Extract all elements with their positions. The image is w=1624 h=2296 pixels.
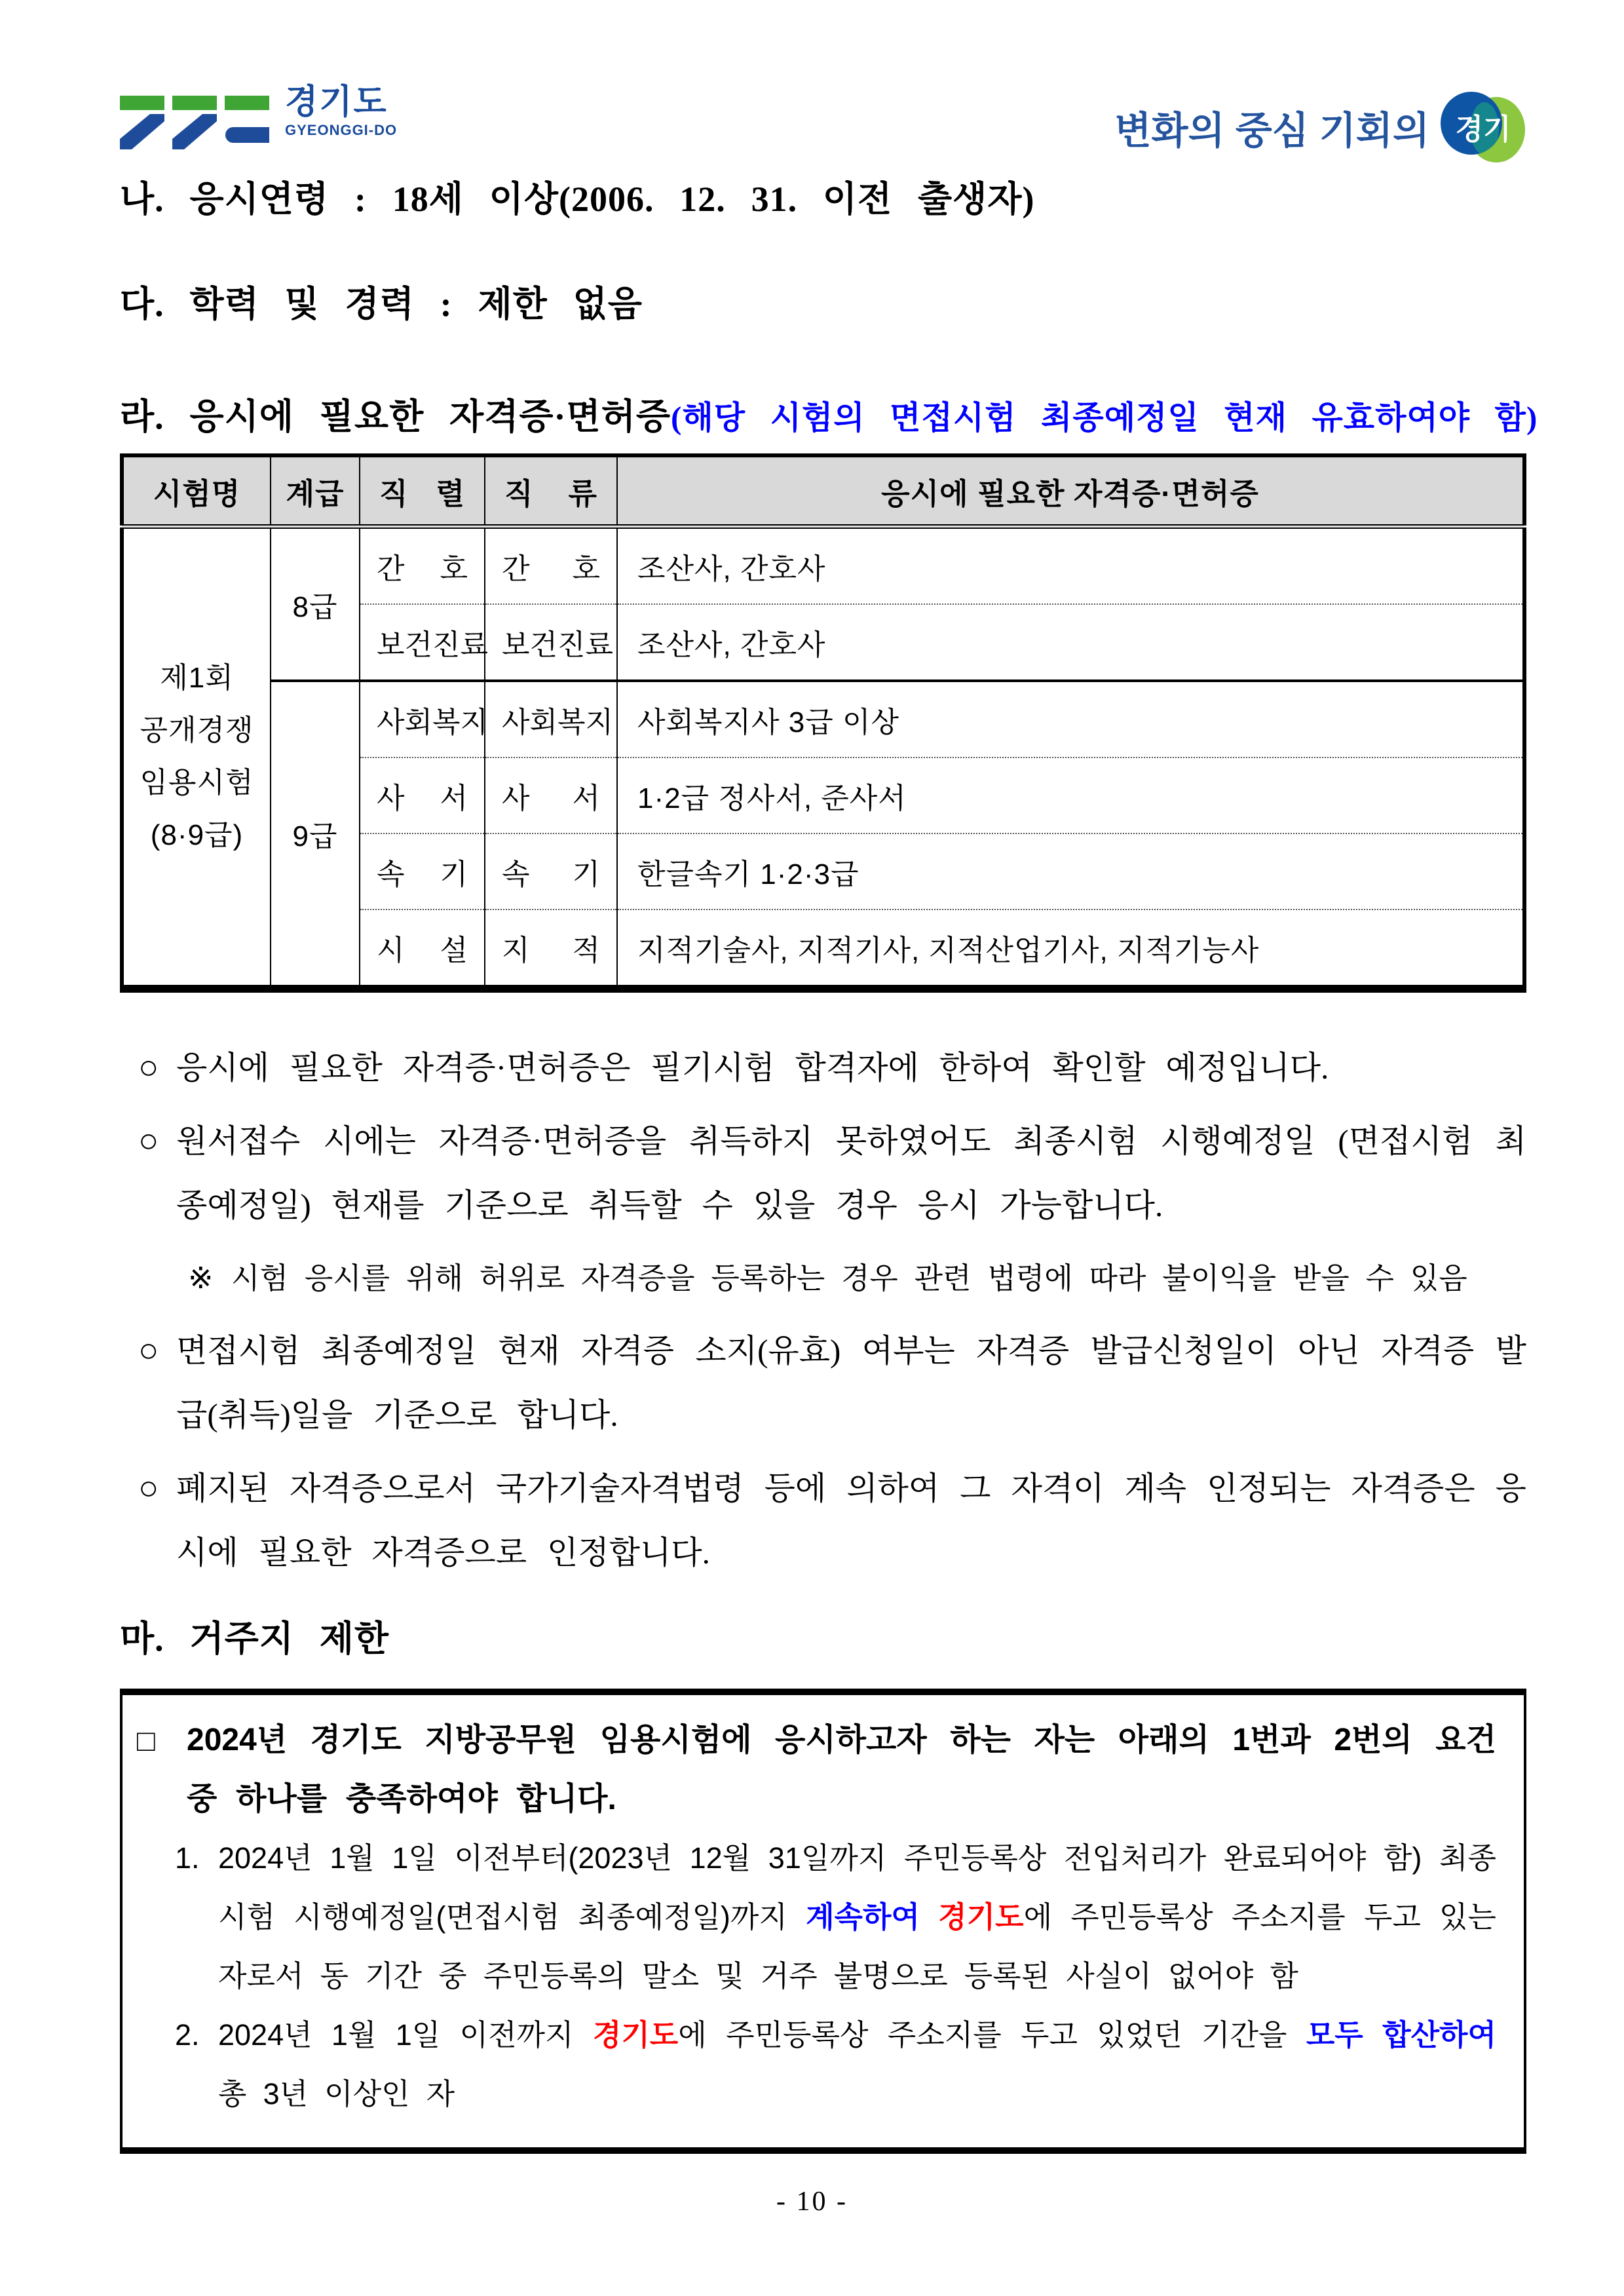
grade-8-cell: 8급 xyxy=(271,527,360,681)
exam-name-cell: 제1회 공개경쟁 임용시험 (8·9급) xyxy=(122,527,271,989)
table-row xyxy=(122,681,1524,757)
heading-license xyxy=(120,393,1538,442)
list-item xyxy=(138,1036,1526,1100)
grade-9-cell: 9급 xyxy=(271,681,360,989)
license-cell: 조산사, 간호사 xyxy=(617,527,1524,605)
table-header-row xyxy=(122,455,1524,527)
col-header-exam-name: 시험명 xyxy=(122,455,271,527)
note-text: 원서접수 시에는 자격증·면허증을 취득하지 못하였어도 최종시험 시행예정일 (면접시험 최종예정일) 현재를 기준으로 취득할 수 있을 경우 응시 가능합니다. xyxy=(176,1123,1526,1223)
caution-note xyxy=(188,1247,1526,1310)
residence-condition-1 xyxy=(175,1829,1496,2006)
col-header-class: 직 류 xyxy=(485,455,617,527)
series-cell: 사 회 복 지 xyxy=(360,681,485,757)
gyeonggi-logo-icon xyxy=(120,93,271,159)
col-header-required-license: 응시에 필요한 자격증·면허증 xyxy=(617,455,1524,527)
class-cell: 간 호 xyxy=(485,527,617,605)
col-header-series: 직 렬 xyxy=(360,455,485,527)
residence-condition-text: 2024년 1월 1일 이전부터(2023년 12월 31일까지 주민등록상 전입처리가 완료되어야 함) 최종시험 시행예정일(면접시험 최종예정일)까지 계속하여 경기도에 주민등록상 주소지를 두고 있는 자로서 동 기간 중 주민등록의 말소 및 거주 불명으로 등록된 사실이 없어야 함 xyxy=(218,1841,1496,1993)
province-slogan xyxy=(1115,89,1526,165)
circle-bullet-icon: ○ xyxy=(138,1332,159,1369)
license-cell: 지적기술사, 지적기사, 지적산업기사, 지적기능사 xyxy=(617,909,1524,989)
license-cell: 사회복지사 3급 이상 xyxy=(617,681,1524,757)
reference-mark-icon: ※ xyxy=(188,1261,214,1295)
circle-bullet-icon: ○ xyxy=(138,1049,159,1086)
license-cell: 1·2급 정사서, 준사서 xyxy=(617,757,1524,833)
heading-license-main: 라. 응시에 필요한 자격증·면허증 xyxy=(120,397,671,436)
document-page xyxy=(120,0,1538,2154)
square-bullet-icon: □ xyxy=(137,1723,155,1757)
item-number: 1. xyxy=(175,1841,200,1875)
residence-condition-2 xyxy=(175,2006,1496,2124)
series-cell: 보 건 진 료 xyxy=(360,604,485,681)
col-header-grade: 계급 xyxy=(271,455,360,527)
class-cell: 지 적 xyxy=(485,909,617,989)
circle-bullet-icon: ○ xyxy=(138,1122,159,1160)
class-cell: 사 서 xyxy=(485,757,617,833)
note-text: 폐지된 자격증으로서 국가기술자격법령 등에 의하여 그 자격이 계속 인정되는 자격증은 응시에 필요한 자격증으로 인정합니다. xyxy=(176,1470,1526,1571)
slogan-text: 변화의 중심 기회의 xyxy=(1114,109,1429,152)
logo-korean-name: 경기도 xyxy=(285,83,388,121)
caution-text: 시험 응시를 위해 허위로 자격증을 등록하는 경우 관련 법령에 따라 불이익을 받을 수 있음 xyxy=(231,1262,1467,1295)
class-cell: 보 건 진 료 xyxy=(485,604,617,681)
series-cell: 속 기 xyxy=(360,833,485,909)
series-cell: 시 설 xyxy=(360,909,485,989)
item-number: 2. xyxy=(175,2018,200,2052)
note-text: 면접시험 최종예정일 현재 자격증 소지(유효) 여부는 자격증 발급신청일이 아닌 자격증 발급(취득)일을 기준으로 합니다. xyxy=(176,1333,1526,1433)
class-cell: 사 회 복 지 xyxy=(485,681,617,757)
circle-bullet-icon: ○ xyxy=(138,1470,159,1507)
notes-list xyxy=(120,1036,1526,1585)
heading-age: 나. 응시연령 : 18세 이상(2006. 12. 31. 이전 출생자) xyxy=(120,180,1035,219)
gyeonggi-logo-text xyxy=(285,84,397,140)
gyeonggi-logo xyxy=(120,84,397,159)
residence-intro-text: 2024년 경기도 지방공무원 임용시험에 응시하고자 하는 자는 아래의 1번과 2번의 요건 중 하나를 충족하여야 합니다. xyxy=(187,1723,1496,1816)
license-cell: 조산사, 간호사 xyxy=(617,604,1524,681)
series-cell: 사 서 xyxy=(360,757,485,833)
residence-condition-text: 2024년 1월 1일 이전까지 경기도에 주민등록상 주소지를 두고 있었던 기간을 모두 합산하여 총 3년 이상인 자 xyxy=(218,2018,1496,2111)
heading-residence: 마. 거주지 제한 xyxy=(120,1619,390,1658)
page-number: - 10 - xyxy=(776,2187,848,2217)
license-cell: 한글속기 1·2·3급 xyxy=(617,833,1524,909)
note-text: 응시에 필요한 자격증·면허증은 필기시험 합격자에 한하여 확인할 예정입니다. xyxy=(176,1050,1329,1086)
heading-education: 다. 학력 및 경력 : 제한 없음 xyxy=(120,284,643,324)
list-item xyxy=(138,1319,1526,1447)
class-cell: 속 기 xyxy=(485,833,617,909)
table-row xyxy=(122,527,1524,605)
list-item xyxy=(138,1109,1526,1238)
heading-license-note: (해당 시험의 면접시험 최종예정일 현재 유효하여야 함) xyxy=(671,400,1538,436)
masthead xyxy=(120,84,1526,161)
logo-english-name: GYEONGGI-DO xyxy=(285,122,398,138)
list-item xyxy=(138,1457,1526,1585)
badge-text: 경기 xyxy=(1455,113,1511,145)
residence-requirement-box xyxy=(120,1689,1526,2154)
series-cell: 간 호 xyxy=(360,527,485,605)
license-requirements-table xyxy=(120,453,1526,993)
gyeonggi-badge-icon xyxy=(1440,89,1526,165)
residence-intro xyxy=(137,1711,1496,1829)
